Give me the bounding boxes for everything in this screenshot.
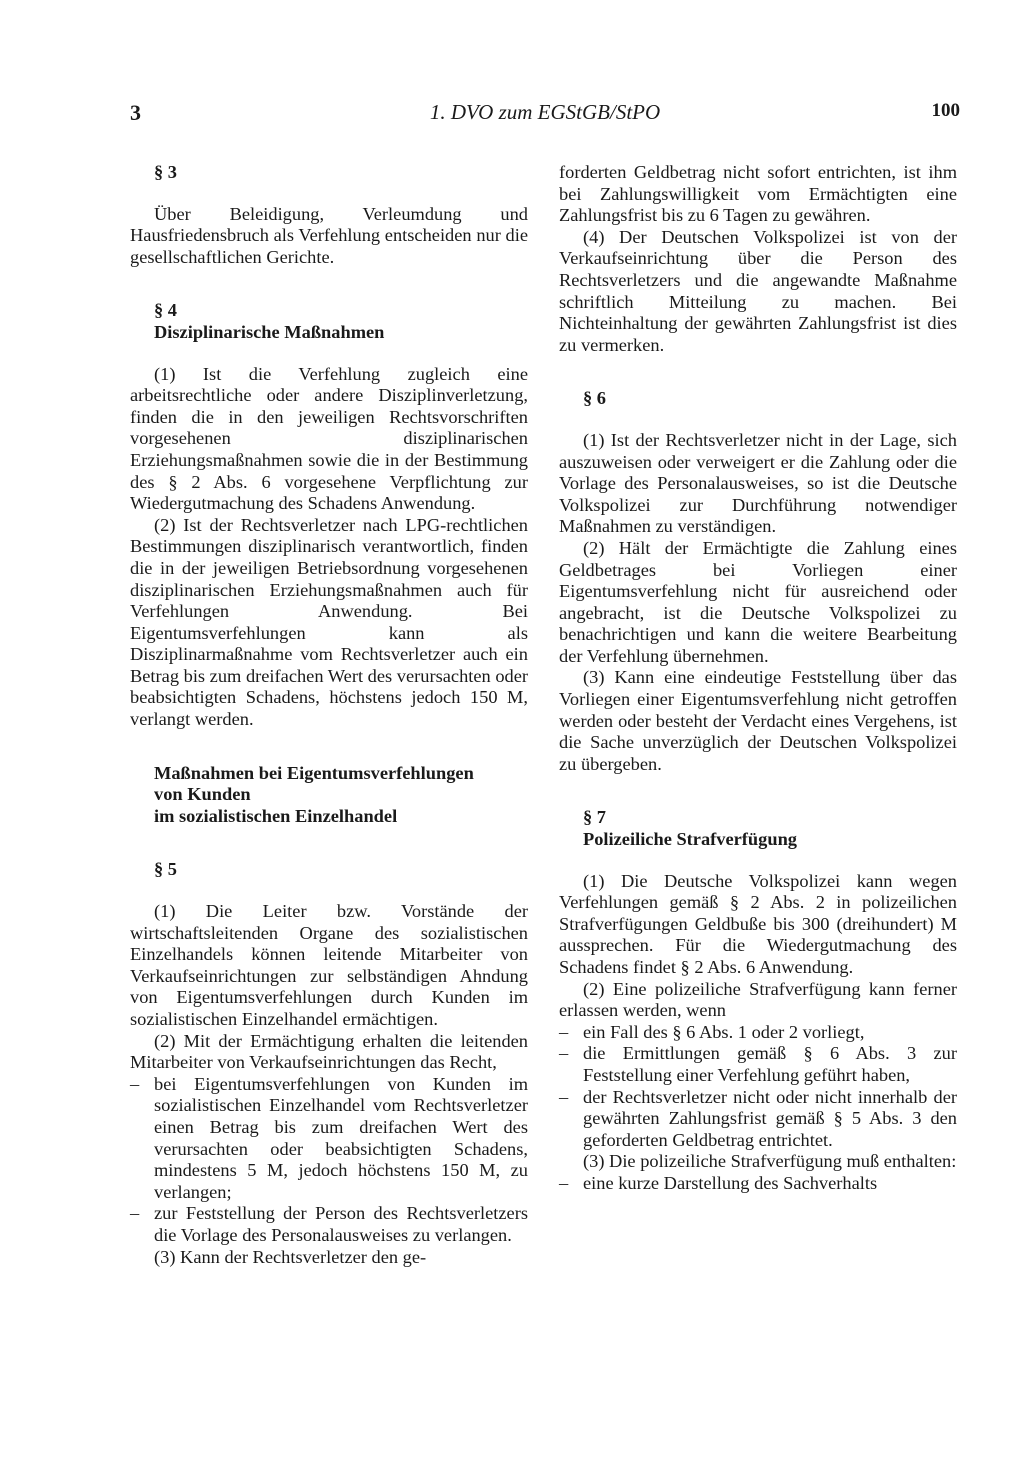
section-7-paragraph-3: (3) Die polizeiliche Strafverfügung muß enthalten: — [583, 1151, 957, 1172]
section-5-paragraph-4: (4) Der Deutschen Volkspolizei ist von der Verkaufseinrichtung über die Person des Rechtsverletzers und die angewandte Maßnahme schriftlich Mitteilung zu machen. Bei Nichteinhaltung der gewährten Zahlungsfrist ist dies zu vermerken. — [559, 226, 957, 355]
section-3-heading: § 3 — [154, 162, 177, 182]
section-5-list-item-1 — [130, 1074, 528, 1204]
list-item-text: bei Eigentumsverfehlungen von Kunden im sozialistischen Einzelhandel vom Rechtsverletzer einen Betrag bis zum dreifachen Wert des verursachten oder beabsichtigten Schadens, mindestens 5 M, jedoch höchstens 150 M, zu verlangen; — [154, 1073, 528, 1202]
list-item-text: der Rechtsverletzer nicht oder nicht innerhalb der gewährten Zahlungsfrist gemäß § 5 Abs. 3 den geforderten Geldbetrag entrichtet. — [583, 1086, 957, 1150]
section-4-paragraph-1: (1) Ist die Verfehlung zugleich eine arbeitsrechtliche oder andere Disziplinverletzung, finden die in den jeweiligen Rechtsvorschriften vorgesehenen disziplinarischen Erziehungsmaßnahmen sowie die in der Bestimmung des § 2 Abs. 6 vorgesehene Verpflichtung zur Wiedergutmachung des Schadens Anwendung. — [130, 363, 528, 514]
dash-bullet: – — [130, 1073, 140, 1094]
section-7-list-item-4 — [559, 1173, 957, 1195]
section-6-paragraph-3: (3) Kann eine eindeutige Feststellung über das Vorliegen einer Eigentumsverfehlung nicht getroffen werden oder besteht der Verdacht eines Vergehens, ist die Sache unverzüglich der Deutschen Volkspolizei zu übergeben. — [559, 667, 957, 774]
section-5-paragraph-3-continued: forderten Geldbetrag nicht sofort entrichten, ist ihm bei Zahlungswilligkeit vom Ermächtigten eine Zahlungsfrist bis zu 6 Tagen zu gewähren. — [559, 162, 957, 226]
running-header — [130, 100, 960, 130]
section-3-paragraph: Über Beleidigung, Verleumdung und Hausfriedensbruch als Verfehlung entscheiden nur die gesellschaftlichen Gerichte. — [130, 203, 528, 267]
section-6-paragraph-2: (2) Hält der Ermächtigte die Zahlung eines Geldbetrages bei Vorliegen einer Eigentumsverfehlung nicht für ausreichend oder angebracht, ist die Deutsche Volkspolizei zu benachrichtigen und kann die weitere Bearbeitung der Verfehlung übernehmen. — [559, 537, 957, 666]
section-7-list-item-2 — [559, 1043, 957, 1086]
section-4-title: Disziplinarische Maßnahmen — [154, 321, 385, 342]
dash-bullet: – — [559, 1086, 569, 1107]
dash-bullet: – — [559, 1021, 569, 1042]
dash-bullet: – — [559, 1172, 569, 1193]
dash-bullet: – — [559, 1043, 569, 1064]
section-7-heading: § 7 — [583, 807, 606, 828]
section-5-paragraph-3-start: (3) Kann der Rechtsverletzer den ge- — [154, 1246, 427, 1267]
section-5-heading: § 5 — [154, 859, 177, 880]
block-heading-line-1: Maßnahmen bei Eigentumsverfehlungen — [154, 762, 474, 783]
section-5-paragraph-1: (1) Die Leiter bzw. Vorstände der wirtschaftsleitenden Organe des sozialistischen Einzelhandels können leitende Mitarbeiter von Verkaufseinrichtungen zur selbständigen Ahndung von Eigentumsverfehlungen durch Kunden im sozialistischen Einzelhandel ermächtigen. — [130, 901, 528, 1029]
section-6-heading: § 6 — [583, 388, 606, 409]
list-item-text: zur Feststellung der Person des Rechtsverletzers die Vorlage des Personalausweises zu verlangen. — [154, 1203, 528, 1245]
block-heading-line-2: von Kunden — [154, 784, 251, 805]
dash-bullet: – — [130, 1203, 140, 1224]
header-title: 1. DVO zum EGStGB/StPO — [429, 100, 661, 124]
header-page-number: 100 — [931, 100, 960, 121]
left-column — [130, 162, 528, 1268]
header-page-marker: 3 — [130, 100, 141, 125]
section-7-list-item-3 — [559, 1087, 957, 1152]
list-item-text: eine kurze Darstellung des Sachverhalts — [583, 1172, 878, 1193]
section-7-paragraph-2: (2) Eine polizeiliche Strafverfügung kann ferner erlassen werden, wenn — [559, 978, 957, 1021]
block-heading-line-3: im sozialistischen Einzelhandel — [154, 805, 398, 826]
section-4-paragraph-2: (2) Ist der Rechtsverletzer nach LPG-rechtlichen Bestimmungen disziplinarisch verantwortlich, finden die in der jeweiligen Betriebsordnung vorgesehenen disziplinarischen Erziehungsmaßnahmen auch für Verfehlungen Anwendung. Bei Eigentumsverfehlungen kann als Disziplinarmaßnahme vom Rechtsverletzer auch ein Betrag bis zum dreifachen Wert des verursachten oder beabsichtigten Schadens, höchstens jedoch 150 M, verlangt werden. — [130, 514, 529, 730]
list-item-text: die Ermittlungen gemäß § 6 Abs. 3 zur Feststellung einer Verfehlung geführt haben, — [583, 1043, 957, 1085]
section-7-list-item-1 — [559, 1022, 957, 1044]
section-4-heading: § 4 — [154, 300, 177, 321]
list-item-text: ein Fall des § 6 Abs. 1 oder 2 vorliegt, — [583, 1021, 865, 1042]
section-5-list-item-2 — [130, 1203, 528, 1246]
section-5-paragraph-2: (2) Mit der Ermächtigung erhalten die leitenden Mitarbeiter von Verkaufseinrichtungen das Recht, — [130, 1030, 528, 1073]
section-7-title: Polizeiliche Strafverfügung — [583, 829, 798, 850]
section-6-paragraph-1: (1) Ist der Rechtsverletzer nicht in der Lage, sich auszuweisen oder verweigert er die Zahlung oder die Vorlage des Personalausweises, so ist die Deutsche Volkspolizei zur Durchführung notwendiger Maßnahmen zu verständigen. — [559, 429, 957, 537]
section-7-paragraph-1: (1) Die Deutsche Volkspolizei kann wegen Verfehlungen gemäß § 2 Abs. 2 in polizeilichen Strafverfügungen Geldbuße bis 300 (dreihundert) M aussprechen. Für die Wiedergutmachung des Schadens findet § 2 Abs. 6 Anwendung. — [559, 870, 957, 977]
right-column — [559, 162, 957, 1195]
